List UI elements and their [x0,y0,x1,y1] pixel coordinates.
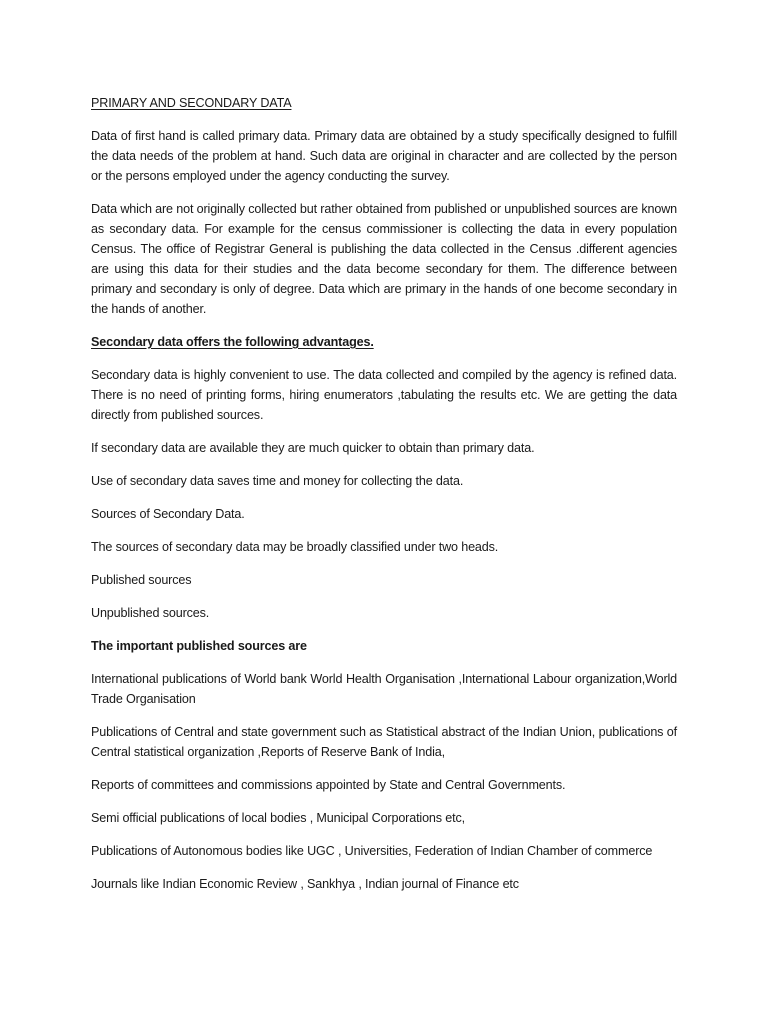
published-source-item: Journals like Indian Economic Review , Sankhya , Indian journal of Finance etc [91,877,519,891]
document-page [91,93,677,907]
paragraph-primary-data: Data of first hand is called primary data. Primary data are obtained by a study specifically designed to fulfill the data needs of the problem at hand. Such data are original in character and are collected by the person or the persons employed under the agency conducting the survey. [91,129,677,183]
advantages-heading: Secondary data offers the following advantages. [91,335,374,349]
source-published: Published sources [91,573,192,587]
advantage-speed: If secondary data are available they are much quicker to obtain than primary data. [91,441,535,455]
published-source-item: Reports of committees and commissions appointed by State and Central Governments. [91,778,566,792]
document-title: PRIMARY AND SECONDARY DATA [91,96,292,110]
paragraph-secondary-data: Data which are not originally collected but rather obtained from published or unpublished sources are known as secondary data. For example for the census commissioner is collecting the data in every population Census. The office of Registrar General is publishing the data collected in the Census .different agencies are using this data for their studies and the data become secondary for them. The difference between primary and secondary is only of degree. Data which are primary in the hands of one become secondary in the hands of another. [91,202,678,316]
sources-intro: The sources of secondary data may be broadly classified under two heads. [91,540,499,554]
source-unpublished: Unpublished sources. [91,606,210,620]
sources-heading: Sources of Secondary Data. [91,507,245,521]
published-source-item: Publications of Central and state government such as Statistical abstract of the Indian Union, publications of Central statistical organization ,Reports of Reserve Bank of India, [91,725,677,759]
published-source-item: Semi official publications of local bodies , Municipal Corporations etc, [91,811,465,825]
published-source-item: Publications of Autonomous bodies like UGC , Universities, Federation of Indian Chamber of commerce [91,844,653,858]
published-source-item: International publications of World bank World Health Organisation ,International Labour organization,World Trade Organisation [91,672,677,706]
published-sources-heading: The important published sources are [91,639,307,653]
advantage-cost: Use of secondary data saves time and money for collecting the data. [91,474,464,488]
advantage-convenience: Secondary data is highly convenient to use. The data collected and compiled by the agency is refined data. There is no need of printing forms, hiring enumerators ,tabulating the results etc. We are getting the data directly from published sources. [91,368,677,422]
